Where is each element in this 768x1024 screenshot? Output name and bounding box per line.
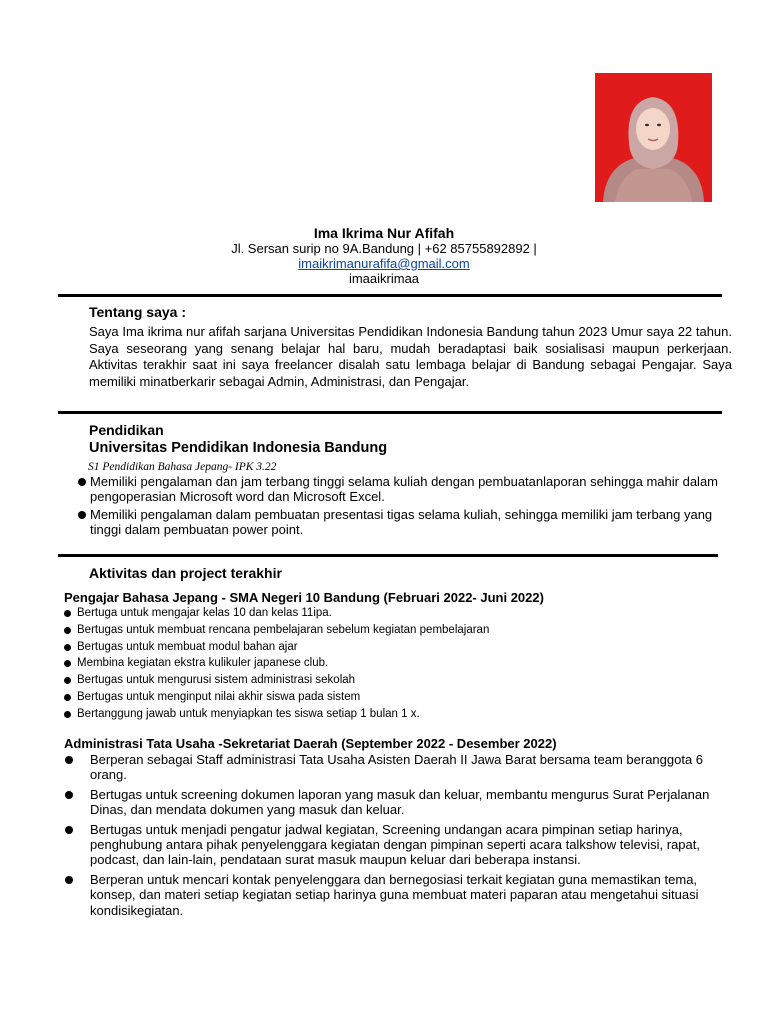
person-portrait-icon xyxy=(595,73,712,202)
list-item: Bertugas untuk mengurusi sistem administrasi sekolah xyxy=(64,674,724,687)
bullet-icon xyxy=(64,627,71,634)
list-item: Membina kegiatan ekstra kulikuler japanese club. xyxy=(64,657,724,670)
university-name: Universitas Pendidikan Indonesia Bandung xyxy=(89,440,388,456)
bullet-icon xyxy=(65,826,73,834)
list-item: Bertugas untuk menginput nilai akhir siswa pada sistem xyxy=(64,691,724,704)
bullet-icon xyxy=(78,478,86,486)
admin-bullets xyxy=(64,752,728,922)
bullet-icon xyxy=(64,711,71,718)
candidate-name: Ima Ikrima Nur Afifah xyxy=(313,225,455,241)
list-item: Bertanggung jawab untuk menyiapkan tes siswa setiap 1 bulan 1 x. xyxy=(64,708,724,721)
bullet-icon xyxy=(64,677,71,684)
divider-about xyxy=(58,411,722,414)
list-item: Berperan sebagai Staff administrasi Tata Usaha Asisten Daerah II Jawa Barat bersama team beranggota 6 orang. xyxy=(64,752,728,782)
bullet-icon xyxy=(65,876,73,884)
divider-top xyxy=(58,294,722,297)
list-item: Berperan untuk mencari kontak penyelenggara dan bernegosiasi terkait kegiatan guna memastikan tema, konsep, dan materi setiap kegiatan setiap harinya guna membuat materi paparan atau mengetahui situasi kondisikegiatan. xyxy=(64,872,728,918)
email-link[interactable]: imaikrimanurafifa@gmail.com xyxy=(298,256,470,271)
job-title-teacher: Pengajar Bahasa Jepang - SMA Negeri 10 Bandung (Februari 2022- Juni 2022) xyxy=(64,590,544,605)
bullet-icon xyxy=(65,791,73,799)
divider-education xyxy=(58,554,718,557)
job-title-admin: Administrasi Tata Usaha -Sekretariat Daerah (September 2022 - Desember 2022) xyxy=(64,736,557,751)
list-item: Bertugas untuk membuat rencana pembelajaran sebelum kegiatan pembelajaran xyxy=(64,624,724,637)
list-item: Bertugas untuk menjadi pengatur jadwal kegiatan, Screening undangan acara pimpinan setiap harinya, penghubung antara pihak penyelenggara kegiatan dengan pimpinan seperti acara talkshow televisi, rapat, podcast, dan lain-lain, pendataan surat masuk maupun keluar dari beberapa instansi. xyxy=(64,822,728,868)
bullet-icon xyxy=(64,644,71,651)
bullet-icon xyxy=(65,756,73,764)
list-item: Bertuga untuk mengajar kelas 10 dan kelas 11ipa. xyxy=(64,607,724,620)
username: imaaikrimaa xyxy=(348,271,420,286)
profile-header xyxy=(0,225,768,286)
bullet-icon xyxy=(78,511,86,519)
list-item: Bertugas untuk membuat modul bahan ajar xyxy=(64,641,724,654)
teacher-bullets xyxy=(64,607,724,725)
education-bullets xyxy=(78,475,718,541)
profile-photo xyxy=(595,73,712,202)
list-item: Memiliki pengalaman dalam pembuatan presentasi tigas selama kuliah, sehingga memiliki jam terbang yang tinggi dalam pembuatan power point. xyxy=(78,508,718,537)
list-item: Memiliki pengalaman dan jam terbang tinggi selama kuliah dengan pembuatanlaporan sehingga mahir dalam pengoperasian Microsoft word dan Microsoft Excel. xyxy=(78,475,718,504)
about-text: Saya Ima ikrima nur afifah sarjana Universitas Pendidikan Indonesia Bandung tahun 2023 Umur saya 22 tahun. Saya seseorang yang senang belajar hal baru, mudah beradaptasi baik sosialisasi maupun perkerjaan. Aktivitas terakhir saat ini saya freelancer disalah satu lembaga belajar di Bandung sebagai Pengajar. Saya memiliki minatberkarir sebagai Admin, Administrasi, dan Pengajar. xyxy=(89,324,732,389)
about-title: Tentang saya : xyxy=(89,304,186,320)
activities-title: Aktivitas dan project terakhir xyxy=(89,565,282,581)
bullet-icon xyxy=(64,660,71,667)
bullet-icon xyxy=(64,610,71,617)
education-title: Pendidikan xyxy=(89,422,164,438)
address-phone: Jl. Sersan surip no 9A.Bandung | +62 85755892892 | xyxy=(231,241,537,256)
degree-line: S1 Pendidikan Bahasa Jepang- IPK 3.22 xyxy=(88,461,277,473)
list-item: Bertugas untuk screening dokumen laporan yang masuk dan keluar, membantu mengurus Surat Perjalanan Dinas, dan mendata dokumen yang masuk dan keluar. xyxy=(64,787,728,817)
bullet-icon xyxy=(64,694,71,701)
